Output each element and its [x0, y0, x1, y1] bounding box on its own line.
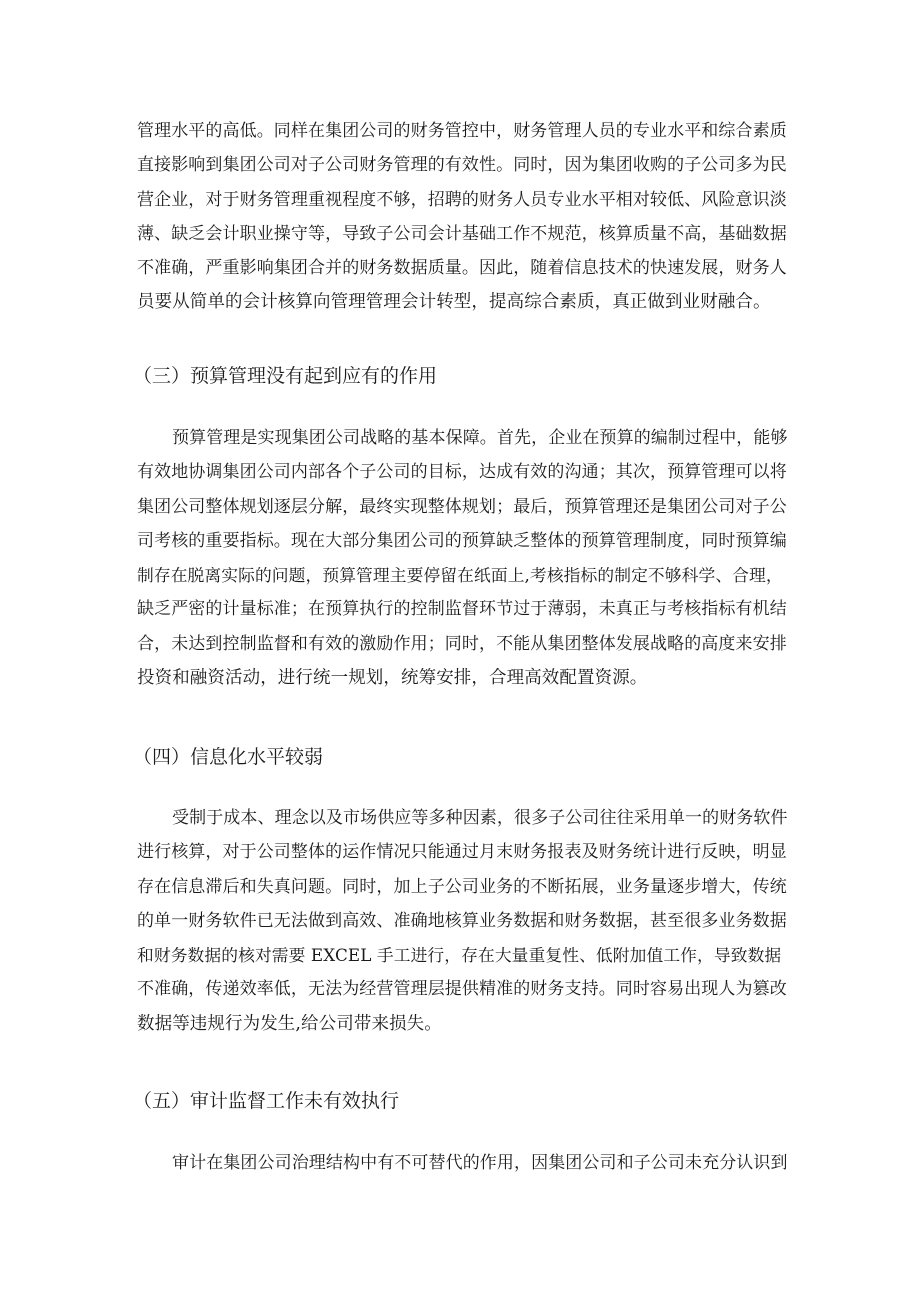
section-heading-3: （三）预算管理没有起到应有的作用 [133, 365, 438, 387]
text-line: 营企业，对于财务管理重视程度不够，招聘的财务人员专业水平相对较低、风险意识淡 [137, 189, 787, 210]
text-line: 直接影响到集团公司对子公司财务管理的有效性。同时，因为集团收购的子公司多为民 [137, 155, 787, 176]
text-line: 数据等违规行为发生,给公司带来损失。 [137, 1013, 442, 1034]
text-line: 薄、缺乏会计职业操守等，导致子公司会计基础工作不规范，核算质量不高，基础数据 [137, 223, 787, 244]
text-line: 存在信息滞后和失真问题。同时，加上子公司业务的不断拓展，业务量逐步增大，传统 [137, 876, 787, 897]
section-heading-5: （五）审计监督工作未有效执行 [133, 1090, 400, 1112]
paragraph-section-5 [137, 1146, 787, 1180]
text-line: 合，未达到控制监督和有效的激励作用；同时，不能从集团整体发展战略的高度来安排 [137, 633, 787, 654]
text-line: 受制于成本、理念以及市场供应等多种因素，很多子公司往往采用单一的财务软件 [172, 808, 788, 828]
text-line: 员要从简单的会计核算向管理管理会计转型，提高综合素质，真正做到业财融合。 [137, 292, 771, 313]
text-line: 有效地协调集团公司内部各个子公司的目标，达成有效的沟通；其次，预算管理可以将 [137, 462, 787, 483]
text-line: 集团公司整体规划逐层分解，最终实现整体规划；最后，预算管理还是集团公司对子公 [137, 496, 787, 517]
text-line: 不准确，传递效率低，无法为经营管理层提供精准的财务支持。同时容易出现人为篡改 [137, 979, 787, 1000]
paragraph-section-4 [137, 801, 787, 1041]
text-line: 审计在集团公司治理结构中有不可替代的作用，因集团公司和子公司未充分认识到 [172, 1153, 788, 1173]
paragraph-section-3 [137, 421, 787, 695]
section-heading-4: （四）信息化水平较弱 [133, 746, 324, 768]
text-line: 缺乏严密的计量标准；在预算执行的控制监督环节过于薄弱，未真正与考核指标有机结 [137, 599, 787, 620]
text-line: 进行核算，对于公司整体的运作情况只能通过月末财务报表及财务统计进行反映，明显 [137, 842, 787, 863]
text-line: 和财务数据的核对需要 EXCEL 手工进行，存在大量重复性、低附加值工作，导致数据 [137, 945, 782, 966]
text-line: 制存在脱离实际的问题，预算管理主要停留在纸面上,考核指标的制定不够科学、合理， [137, 565, 783, 586]
text-line: 不准确，严重影响集团合并的财务数据质量。因此，随着信息技术的快速发展，财务人 [137, 258, 787, 279]
text-line: 投资和融资活动，进行统一规划，统筹安排，合理高效配置资源。 [137, 668, 648, 689]
text-line: 管理水平的高低。同样在集团公司的财务管控中，财务管理人员的专业水平和综合素质 [137, 121, 787, 141]
text-line: 预算管理是实现集团公司战略的基本保障。首先，企业在预算的编制过程中，能够 [172, 428, 788, 448]
text-line: 的单一财务软件已无法做到高效、准确地核算业务数据和财务数据，甚至很多业务数据 [137, 910, 787, 931]
paragraph-intro [137, 114, 787, 320]
text-line: 司考核的重要指标。现在大部分集团公司的预算缺乏整体的预算管理制度，同时预算编 [137, 530, 787, 551]
